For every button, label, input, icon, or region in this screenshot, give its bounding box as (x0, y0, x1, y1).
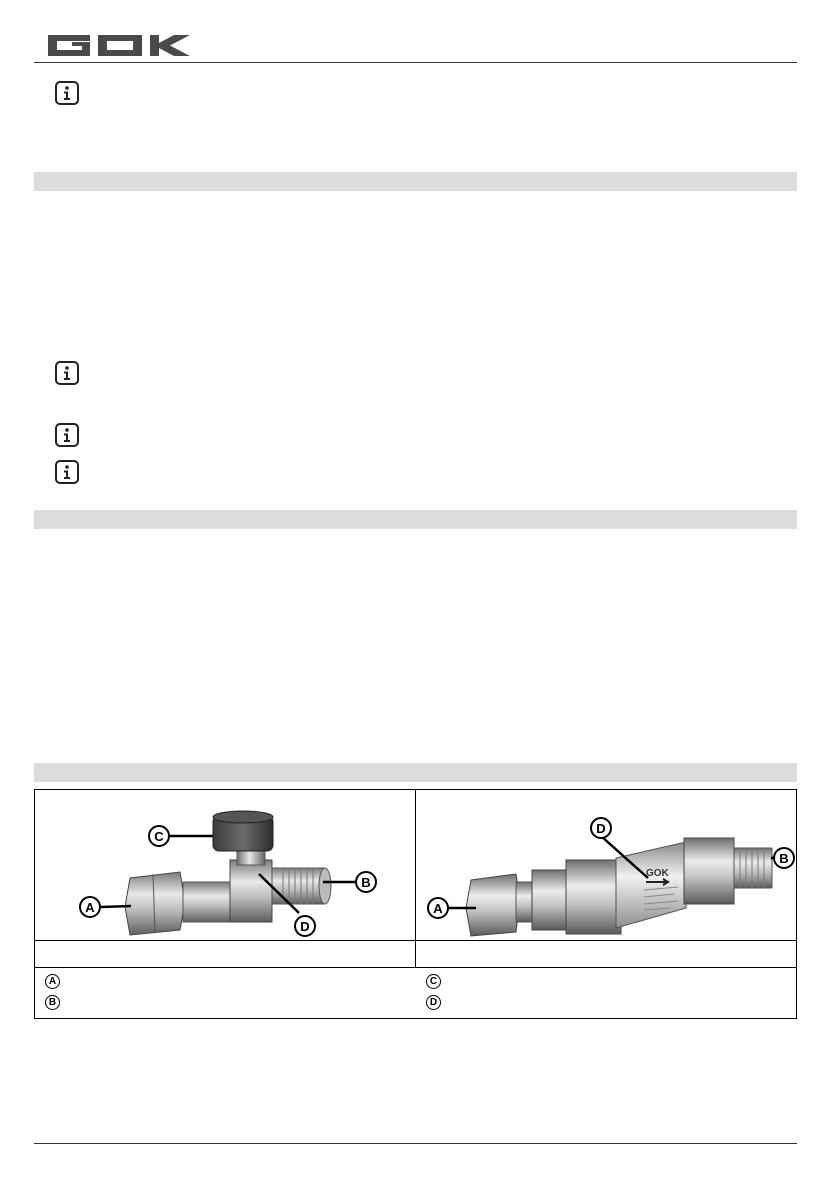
legend-item (45, 993, 66, 1011)
svg-text:B: B (779, 851, 789, 866)
callout-d (591, 818, 611, 838)
callout-a (80, 897, 100, 917)
legend-item (426, 972, 447, 990)
callout-b (774, 848, 794, 868)
svg-text:D: D (300, 919, 310, 934)
svg-text:B: B (361, 875, 371, 890)
svg-text:A: A (433, 901, 443, 916)
info-icon (55, 423, 79, 447)
legend-badge: D (426, 995, 441, 1010)
gok-logo (46, 32, 192, 58)
section-heading-bar (34, 763, 797, 782)
product-marking: GOK (646, 868, 669, 879)
callout-d (295, 916, 315, 936)
callout-b (356, 872, 376, 892)
figure-legend-divider (35, 967, 796, 968)
legend-badge: A (45, 974, 60, 989)
legend-item (45, 972, 66, 990)
legend-badge: B (45, 995, 60, 1010)
header-rule (34, 62, 797, 63)
callout-a (428, 898, 448, 918)
info-icon (55, 361, 79, 385)
legend-item (426, 993, 447, 1011)
callout-c (149, 826, 169, 846)
legend-badge: C (426, 974, 441, 989)
valve-figure (35, 790, 415, 940)
flashback-arrestor-figure (416, 790, 796, 940)
footer-rule (34, 1143, 797, 1144)
section-heading-bar (34, 510, 797, 529)
svg-text:C: C (154, 829, 164, 844)
info-icon (55, 460, 79, 484)
svg-text:D: D (596, 821, 606, 836)
figure-table (34, 789, 797, 1019)
section-heading-bar (34, 172, 797, 191)
figure-caption-left (35, 940, 415, 966)
svg-text:A: A (85, 900, 95, 915)
info-icon (55, 81, 79, 105)
figure-caption-right (416, 940, 796, 966)
